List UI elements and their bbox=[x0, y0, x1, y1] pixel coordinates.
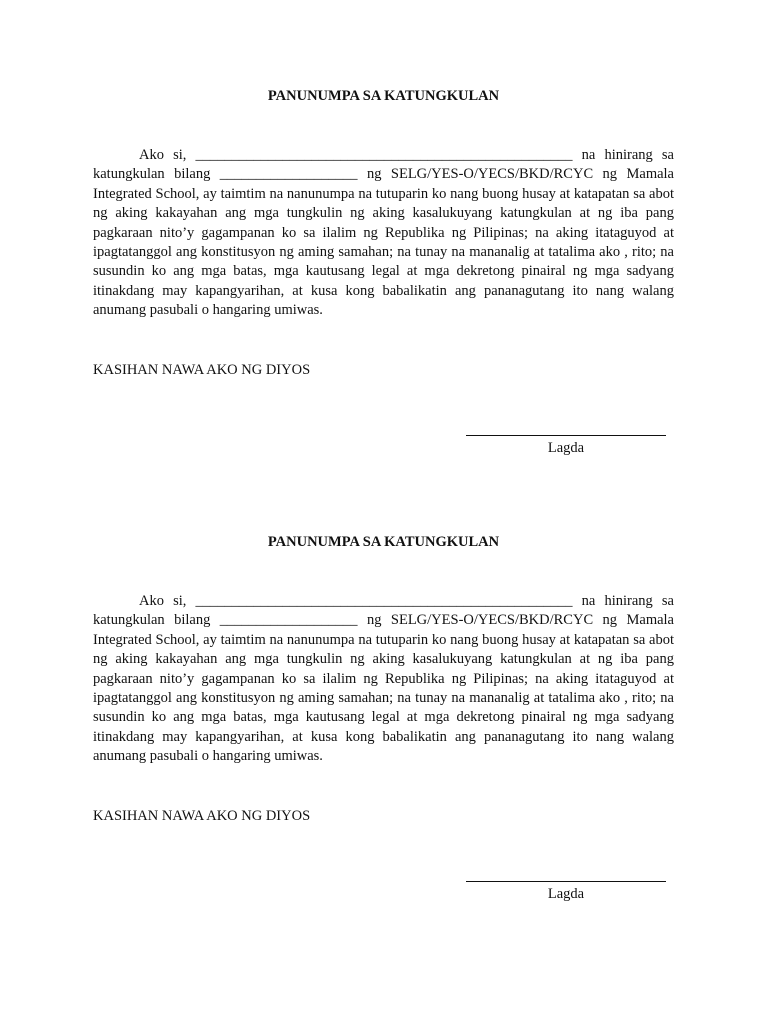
signature-block bbox=[93, 866, 674, 926]
oath-section bbox=[93, 86, 674, 480]
oath-closing: KASIHAN NAWA AKO NG DIYOS bbox=[93, 361, 311, 378]
oath-closing: KASIHAN NAWA AKO NG DIYOS bbox=[93, 807, 311, 824]
oath-section bbox=[93, 532, 674, 926]
signature-line bbox=[466, 881, 666, 882]
oath-body: Ako si, ____________________________________________________ na hinirang sa katungkulan bilang ___________________ ng SELG/YES-O/YECS/BKD/RCYC ng Mamala Integrated School, ay taimtim na nanunumpa na tutuparin ko nang buong husay at katapatan sa abot ng aking kakayahan ang mga tungkulin ng aking kasalukuyang katungkulan at ng iba pang pagkaraan nito’y gagampanan ko sa ilalim ng Republika ng Pilipinas; na aking itataguyod at ipagtatanggol ang konstitusyon ng aming samahan; na tunay na mananalig at tatalima ako , rito; na susundin ko ang mga batas, mga kautusang legal at mga dekretong pinairal ng mga sadyang itinakdang may kapangyarihan, at kusa kong babalikatin ang pananagutang ito nang walang anumang pasubali o hangaring umiwas. bbox=[93, 593, 674, 765]
signature-label: Lagda bbox=[547, 885, 585, 902]
oath-title: PANUNUMPA SA KATUNGKULAN bbox=[267, 88, 500, 104]
signature-line bbox=[466, 435, 666, 436]
oath-title: PANUNUMPA SA KATUNGKULAN bbox=[267, 534, 500, 550]
oath-body: Ako si, ____________________________________________________ na hinirang sa katungkulan bilang ___________________ ng SELG/YES-O/YECS/BKD/RCYC ng Mamala Integrated School, ay taimtim na nanunumpa na tutuparin ko nang buong husay at katapatan sa abot ng aking kakayahan ang mga tungkulin ng aking kasalukuyang katungkulan at ng iba pang pagkaraan nito’y gagampanan ko sa ilalim ng Republika ng Pilipinas; na aking itataguyod at ipagtatanggol ang konstitusyon ng aming samahan; na tunay na mananalig at tatalima ako , rito; na susundin ko ang mga batas, mga kautusang legal at mga dekretong pinairal ng mga sadyang itinakdang may kapangyarihan, at kusa kong babalikatin ang pananagutang ito nang walang anumang pasubali o hangaring umiwas. bbox=[93, 147, 674, 319]
signature-block bbox=[93, 420, 674, 480]
signature-label: Lagda bbox=[547, 439, 585, 456]
